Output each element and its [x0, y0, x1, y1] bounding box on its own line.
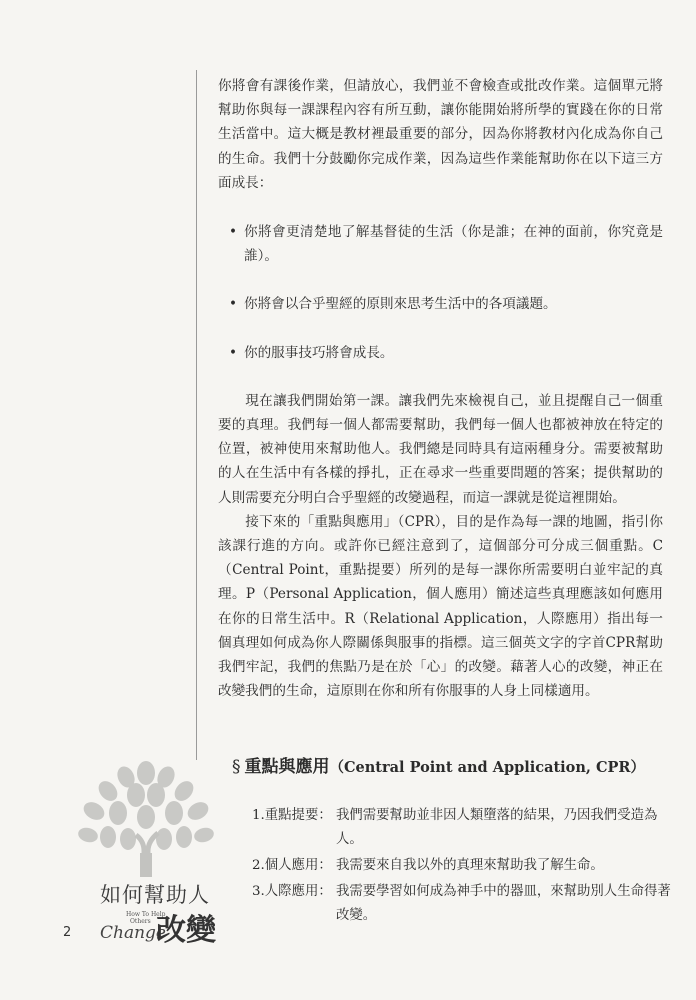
logo-subtitle: Others — [130, 918, 151, 925]
cpr-text: 我需要學習如何成為神手中的器皿，來幫助別人生命得著改變。 — [336, 884, 671, 923]
cpr-label: 2.個人應用： — [252, 858, 332, 873]
cpr-label: 3.人際應用： — [252, 884, 332, 899]
logo-change-zh: 改變 — [156, 913, 216, 948]
body-text — [218, 74, 663, 703]
growth-bullet-list — [218, 220, 663, 365]
section-title-en: （Central Point and Application, CPR） — [329, 759, 645, 776]
bullet-item: • 你將會以合乎聖經的原則來思考生活中的各項議題。 — [218, 292, 663, 316]
cpr-label: 1.重點提要： — [252, 808, 332, 823]
logo-change-en: Change — [100, 923, 166, 943]
paragraph-cpr-explanation: 接下來的「重點與應用」（CPR），目的是作為每一課的地圖，指引你該課行進的方向。或許你已經注意到了，這個部分可分成三個重點。C（Central Point，重點提要）所列的是每一課你所需要明白並牢記的真理。P（Personal Application，個人應用）簡述這些真理應該如何應用在你的日常生活中。R（Relational Application，人際應用）指出每一個真理如何成為你人際關係與服事的指標。這三個英文字的字首CPR幫助我們牢記，我們的焦點乃是在於「心」的改變。藉著人心的改變，神正在改變我們的生命，這原則在你和所有你服事的人身上同樣適用。 — [218, 513, 663, 700]
cpr-item — [252, 854, 672, 878]
book-logo — [66, 755, 226, 955]
bullet-item: • 你將會更清楚地了解基督徒的生活（你是誰；在神的面前，你究竟是誰）。 — [218, 220, 663, 268]
cpr-list — [252, 804, 672, 930]
intro-paragraph: 你將會有課後作業，但請放心，我們並不會檢查或批改作業。這個單元將幫助你與每一課課程內容有所互動，讓你能開始將所學的實踐在你的日常生活當中。這大概是教材裡最重要的部分，因為你將教材內化成為你自己的生命。我們十分鼓勵你完成作業，因為這些作業能幫助你在以下這三方面成長： — [218, 78, 663, 191]
cpr-text: 我需要來自我以外的真理來幫助我了解生命。 — [336, 858, 604, 873]
logo-subtitle: How To Help — [126, 911, 166, 918]
section-heading — [232, 752, 672, 777]
bullet-item: • 你的服事技巧將會成長。 — [218, 341, 663, 365]
margin-rule — [196, 70, 197, 760]
section-symbol: § — [232, 757, 241, 777]
paragraph-lesson-start: 現在讓我們開始第一課。讓我們先來檢視自己，並且提醒自己一個重要的真理。我們每一個人都需要幫助，我們每一個人也都被神放在特定的位置，被神使用來幫助他人。我們總是同時具有這兩種身分。需要被幫助的人在生活中有各樣的掙扎，正在尋求一些重要問題的答案；提供幫助的人則需要充分明白合乎聖經的改變過程，而這一課就是從這裡開始。 — [218, 392, 663, 506]
cpr-text: 我們需要幫助並非因人類墮落的結果，乃因我們受造為人。 — [336, 808, 658, 847]
cpr-item — [252, 880, 672, 928]
tree-icon — [66, 755, 226, 895]
logo-title: 如何幫助人 — [100, 883, 210, 907]
section-title-zh: 重點與應用 — [244, 757, 330, 777]
cpr-item — [252, 804, 672, 852]
page-number: 2 — [63, 925, 72, 940]
